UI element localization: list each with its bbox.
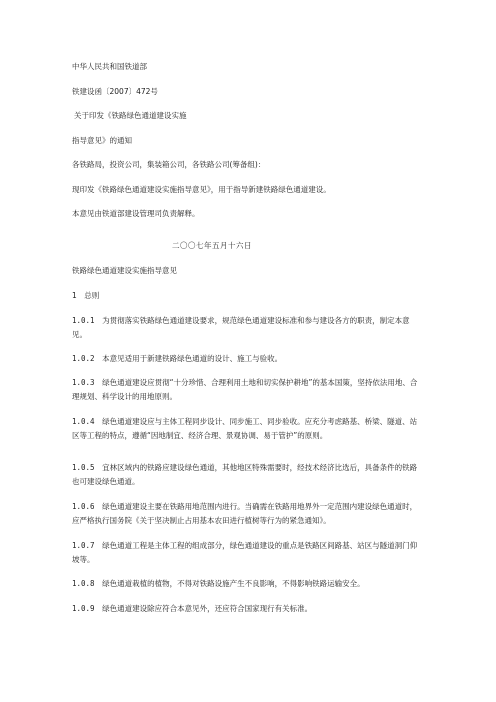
clause-1-0-5 bbox=[72, 461, 424, 489]
clause-number: 1.0.2 bbox=[72, 354, 95, 363]
body-paragraph-1: 现印发《铁路绿色通道建设实施指导意见》，用于指导新建铁路绿色通道建设。 bbox=[72, 185, 331, 194]
clause-text: 绿色通道工程是主体工程的组成部分，绿色通道建设的重点是铁路区间路基、站区与隧道洞门仰坡等。 bbox=[72, 541, 418, 564]
clause-1-0-7 bbox=[72, 539, 424, 567]
clause-1-0-8 bbox=[72, 577, 424, 591]
clause-1-0-1 bbox=[72, 314, 424, 342]
clause-1-0-2 bbox=[72, 352, 424, 366]
body-paragraph-2: 本意见由铁道部建设管理司负责解释。 bbox=[72, 209, 200, 218]
section-heading: 1 总则 bbox=[72, 291, 100, 300]
clause-text: 为贯彻落实铁路绿色通道建设要求，规范绿色通道建设标准和参与建设各方的职责，制定本意见。 bbox=[72, 316, 410, 339]
clause-1-0-4 bbox=[72, 415, 424, 443]
clause-text: 绿色通道建设应贯彻“十分珍惜、合理利用土地和切实保护耕地”的基本国策，坚持依法用地、合理规划、科学设计的用地原则。 bbox=[72, 378, 418, 401]
clause-text: 绿色通道建设主要在铁路用地范围内进行。当确需在铁路用地界外一定范围内建设绿色通道时，应严格执行国务院《关于坚决制止占用基本农田进行植树等行为的紧急通知》。 bbox=[72, 502, 418, 525]
clause-number: 1.0.8 bbox=[72, 579, 95, 588]
clause-text: 绿色通道建设除应符合本意见外，还应符合国家现行有关标准。 bbox=[102, 604, 313, 613]
clause-number: 1.0.1 bbox=[72, 316, 95, 325]
issue-date: 二〇〇七年五月十六日 bbox=[172, 241, 252, 250]
notice-title-line1: 关于印发《铁路绿色通道建设实施 bbox=[74, 111, 187, 120]
recipients: 各铁路局，投资公司，集装箱公司，各铁路公司(筹备组)： bbox=[72, 160, 266, 169]
clause-text: 本意见适用于新建铁路绿色通道的设计、施工与验收。 bbox=[102, 354, 283, 363]
clause-1-0-9 bbox=[72, 602, 424, 616]
clause-1-0-6 bbox=[72, 500, 424, 528]
clause-1-0-3 bbox=[72, 376, 424, 404]
clause-number: 1.0.7 bbox=[72, 541, 95, 550]
issuer: 中华人民共和国铁道部 bbox=[72, 62, 147, 71]
notice-title-line2: 指导意见》的通知 bbox=[72, 136, 132, 145]
clause-text: 绿色通道栽植的植物，不得对铁路设施产生不良影响，不得影响铁路运输安全。 bbox=[102, 579, 365, 588]
clause-number: 1.0.6 bbox=[72, 502, 95, 511]
guide-title: 铁路绿色通道建设实施指导意见 bbox=[72, 266, 177, 275]
clause-number: 1.0.3 bbox=[72, 378, 95, 387]
clause-number: 1.0.9 bbox=[72, 604, 95, 613]
clause-text: 绿色通道建设应与主体工程同步设计、同步施工、同步验收。应充分考虑路基、桥梁、隧道、站区等工程的特点，遵循“因地制宜、经济合理、景观协调、易于管护”的原则。 bbox=[72, 417, 418, 440]
clause-number: 1.0.4 bbox=[72, 417, 95, 426]
doc-number: 铁建设函〔2007〕472号 bbox=[72, 87, 158, 96]
clause-text: 宜林区域内的铁路应建设绿色通道，其他地区特殊需要时，经技术经济比选后，具备条件的铁路也可建设绿色通道。 bbox=[72, 463, 418, 486]
clause-number: 1.0.5 bbox=[72, 463, 95, 472]
